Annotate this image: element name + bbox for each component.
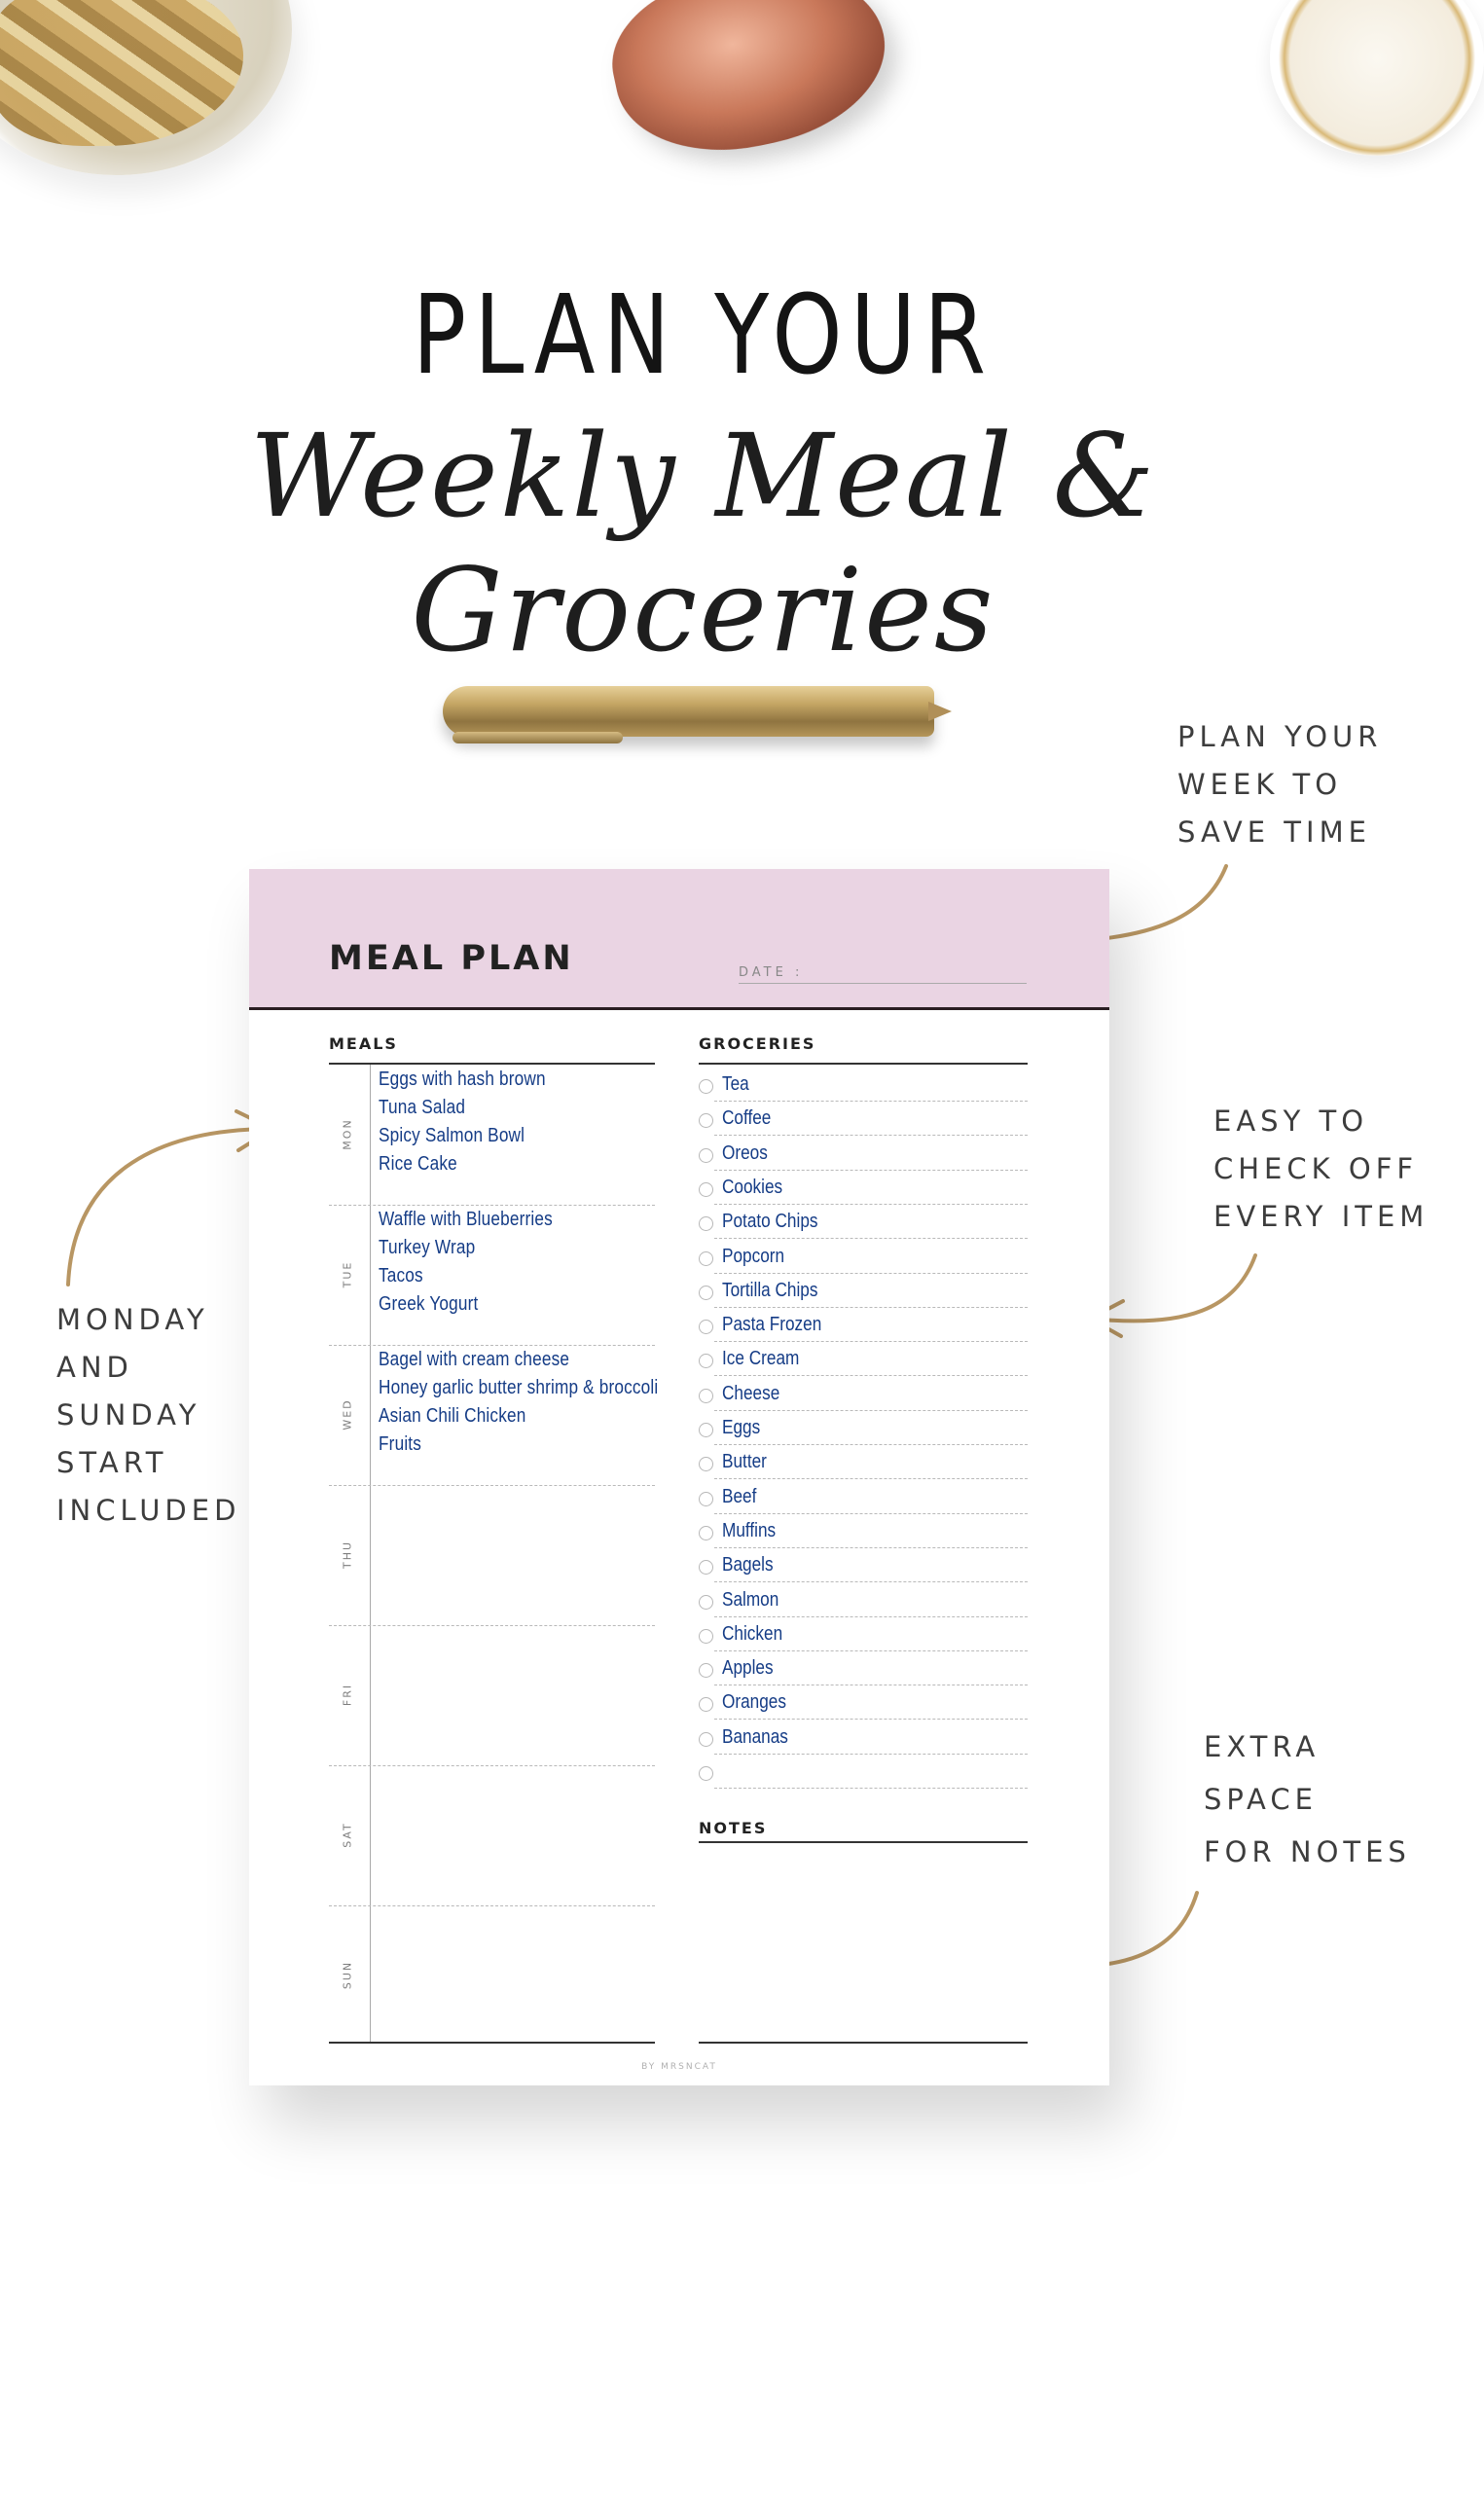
grocery-divider xyxy=(714,1410,1028,1411)
grocery-item-label: Apples xyxy=(722,1657,774,1680)
grocery-row xyxy=(699,1105,1028,1140)
grocery-checkbox[interactable] xyxy=(699,1457,713,1471)
notes-area[interactable] xyxy=(699,1844,1028,2041)
grocery-divider xyxy=(714,1616,1028,1617)
meal-item: Bagel with cream cheese xyxy=(379,1349,570,1370)
grocery-row xyxy=(699,1689,1028,1723)
day-label-thu: THU xyxy=(341,1540,354,1570)
grocery-row xyxy=(699,1278,1028,1312)
trinket-dish xyxy=(1270,0,1484,156)
grocery-checkbox[interactable] xyxy=(699,1595,713,1610)
grocery-row xyxy=(699,1071,1028,1105)
day-label-sun: SUN xyxy=(341,1960,354,1990)
meal-item: Turkey Wrap xyxy=(379,1237,476,1258)
grocery-item-label: Oreos xyxy=(722,1141,768,1164)
meal-item: Fruits xyxy=(379,1433,422,1455)
grocery-checkbox[interactable] xyxy=(699,1629,713,1644)
grocery-checkbox[interactable] xyxy=(699,1148,713,1163)
grocery-row xyxy=(699,1175,1028,1209)
grocery-divider xyxy=(714,1341,1028,1342)
callout-plan-week: PLAN YOUR WEEK TO SAVE TIME xyxy=(1177,720,1383,849)
grocery-divider xyxy=(714,1101,1028,1102)
grocery-item-label: Tea xyxy=(722,1073,749,1095)
meal-item: Honey garlic butter shrimp & broccoli xyxy=(379,1377,659,1398)
notes-heading: NOTES xyxy=(699,1819,768,1837)
meal-item: Rice Cake xyxy=(379,1153,457,1175)
grocery-item-label: Tortilla Chips xyxy=(722,1279,818,1301)
headline-plan-your: PLAN YOUR xyxy=(412,272,995,399)
grocery-row xyxy=(699,1244,1028,1278)
grocery-checkbox[interactable] xyxy=(699,1697,713,1712)
grocery-divider xyxy=(714,1547,1028,1548)
grocery-row xyxy=(699,1724,1028,1758)
meal-item: Tacos xyxy=(379,1265,423,1286)
grocery-row xyxy=(699,1484,1028,1518)
grocery-item-label: Pasta Frozen xyxy=(722,1314,822,1336)
meal-item: Greek Yogurt xyxy=(379,1293,479,1315)
grocery-divider xyxy=(714,1478,1028,1479)
meals-bottom-rule xyxy=(329,2042,655,2044)
grocery-divider xyxy=(714,1170,1028,1171)
grocery-checkbox[interactable] xyxy=(699,1286,713,1300)
grocery-checkbox[interactable] xyxy=(699,1492,713,1506)
sheet-header xyxy=(249,869,1109,1010)
grocery-divider xyxy=(714,1788,1028,1789)
meal-item: Waffle with Blueberries xyxy=(379,1209,553,1230)
grocery-item-label: Cookies xyxy=(722,1176,783,1198)
grocery-divider xyxy=(714,1307,1028,1308)
grocery-item-label: Ice Cream xyxy=(722,1348,800,1370)
grocery-divider xyxy=(714,1375,1028,1376)
grocery-item-label: Salmon xyxy=(722,1588,779,1611)
grocery-row xyxy=(699,1381,1028,1415)
grocery-item-label: Butter xyxy=(722,1451,767,1473)
grocery-item-label: Bananas xyxy=(722,1725,788,1748)
grocery-checkbox[interactable] xyxy=(699,1113,713,1128)
date-field[interactable] xyxy=(739,983,1027,984)
grocery-divider xyxy=(714,1513,1028,1514)
grocery-checkbox[interactable] xyxy=(699,1251,713,1266)
date-label: DATE : xyxy=(739,965,804,980)
grocery-checkbox[interactable] xyxy=(699,1766,713,1781)
grocery-row xyxy=(699,1621,1028,1655)
notes-bottom-rule xyxy=(699,2042,1028,2044)
grocery-row xyxy=(699,1415,1028,1449)
meal-plan-title: MEAL PLAN xyxy=(329,939,574,978)
grocery-row xyxy=(699,1587,1028,1621)
day-label-wed: WED xyxy=(341,1398,354,1431)
grocery-row xyxy=(699,1449,1028,1483)
meal-item: Asian Chili Chicken xyxy=(379,1405,526,1427)
grocery-checkbox[interactable] xyxy=(699,1354,713,1368)
grocery-checkbox[interactable] xyxy=(699,1079,713,1094)
day-label-fri: FRI xyxy=(341,1683,354,1707)
grocery-row xyxy=(699,1552,1028,1586)
grocery-item-label: Popcorn xyxy=(722,1245,785,1267)
callout-monday-sunday: MONDAY AND SUNDAY START INCLUDED xyxy=(56,1303,241,1527)
day-label-mon: MON xyxy=(341,1118,354,1150)
grocery-divider xyxy=(714,1719,1028,1720)
grocery-divider xyxy=(714,1581,1028,1582)
grocery-item-label: Bagels xyxy=(722,1554,774,1576)
meal-item: Spicy Salmon Bowl xyxy=(379,1125,525,1146)
day-meal-cell-fri[interactable] xyxy=(371,1625,655,1765)
grocery-row xyxy=(699,1346,1028,1380)
headline-script: Weekly Meal & Groceries xyxy=(249,409,1157,677)
grocery-row xyxy=(699,1758,1028,1793)
grocery-item-label: Chicken xyxy=(722,1622,783,1645)
grocery-checkbox[interactable] xyxy=(699,1526,713,1540)
day-label-tue: TUE xyxy=(341,1260,354,1288)
grocery-item-label: Muffins xyxy=(722,1519,777,1541)
footer-credit: BY MRSNCAT xyxy=(641,2062,717,2072)
copper-monstera-leaf xyxy=(597,0,900,172)
grocery-checkbox[interactable] xyxy=(699,1560,713,1575)
grocery-checkbox[interactable] xyxy=(699,1732,713,1747)
day-meal-cell-sun[interactable] xyxy=(371,1905,655,2046)
grocery-row xyxy=(699,1655,1028,1689)
grocery-item-label: Eggs xyxy=(722,1417,761,1438)
grocery-divider xyxy=(714,1273,1028,1274)
pen-clip xyxy=(452,732,623,743)
gold-pen xyxy=(443,686,934,737)
grocery-item-label: Potato Chips xyxy=(722,1211,818,1233)
grocery-divider xyxy=(714,1238,1028,1239)
grocery-checkbox[interactable] xyxy=(699,1320,713,1334)
grocery-item-label: Oranges xyxy=(722,1691,786,1714)
day-meal-cell-sat[interactable] xyxy=(371,1765,655,1905)
meals-heading: MEALS xyxy=(329,1034,398,1053)
grocery-row xyxy=(699,1141,1028,1175)
groceries-heading: GROCERIES xyxy=(699,1034,816,1053)
meal-item: Tuna Salad xyxy=(379,1097,466,1118)
grocery-checkbox[interactable] xyxy=(699,1389,713,1403)
grocery-row xyxy=(699,1312,1028,1346)
notes-heading-rule xyxy=(699,1841,1028,1843)
grocery-item-label: Coffee xyxy=(722,1107,772,1130)
grocery-divider xyxy=(714,1135,1028,1136)
grocery-checkbox[interactable] xyxy=(699,1423,713,1437)
meal-plan-sheet xyxy=(249,869,1109,2085)
callout-check-off: EASY TO CHECK OFF EVERY ITEM xyxy=(1213,1105,1430,1233)
callout-notes-space: EXTRA SPACE FOR NOTES xyxy=(1204,1730,1411,1868)
grocery-divider xyxy=(714,1650,1028,1651)
grocery-checkbox[interactable] xyxy=(699,1182,713,1197)
grocery-row xyxy=(699,1209,1028,1243)
grocery-divider xyxy=(714,1204,1028,1205)
grocery-checkbox[interactable] xyxy=(699,1663,713,1678)
grocery-divider xyxy=(714,1754,1028,1755)
grocery-divider xyxy=(714,1444,1028,1445)
grocery-item-label: Beef xyxy=(722,1485,757,1507)
day-meal-cell-thu[interactable] xyxy=(371,1485,655,1625)
grocery-checkbox[interactable] xyxy=(699,1216,713,1231)
groceries-heading-rule xyxy=(699,1063,1028,1065)
meal-item: Eggs with hash brown xyxy=(379,1069,546,1090)
grocery-row xyxy=(699,1518,1028,1552)
day-label-sat: SAT xyxy=(341,1822,354,1848)
grocery-item-label: Cheese xyxy=(722,1382,780,1404)
